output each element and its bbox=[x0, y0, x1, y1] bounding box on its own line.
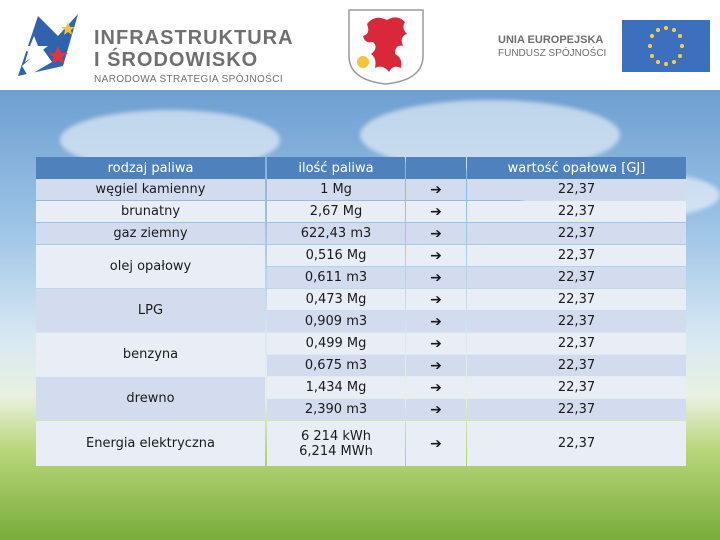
header-fuel-type: rodzaj paliwa bbox=[36, 157, 265, 179]
arrow-icon: ➔ bbox=[406, 311, 466, 332]
quantity-cell: 0,499 Mg bbox=[267, 333, 405, 354]
fuel-type-cell: węgiel kamienny bbox=[36, 179, 265, 200]
griffin-crest bbox=[345, 6, 427, 86]
calorific-value-cell: 22,37 bbox=[467, 355, 686, 376]
quantity-cell: 2,390 m3 bbox=[267, 399, 405, 420]
calorific-value-cell: 22,37 bbox=[467, 289, 686, 310]
infrastruktura-logo bbox=[8, 6, 298, 86]
eu-logo bbox=[496, 20, 720, 80]
quantity-cell: 0,473 Mg bbox=[267, 289, 405, 310]
fuel-type-cell: Energia elektryczna bbox=[36, 421, 265, 466]
arrow-icon: ➔ bbox=[406, 245, 466, 266]
quantity-cell: 0,675 m3 bbox=[267, 355, 405, 376]
header-calorific-value: wartość opałowa [GJ] bbox=[467, 157, 686, 179]
quantity-cell: 622,43 m3 bbox=[267, 223, 405, 244]
fuel-table bbox=[36, 157, 686, 467]
calorific-value-cell: 22,37 bbox=[467, 267, 686, 288]
eu-line-2: FUNDUSZ SPÓJNOŚCI bbox=[498, 48, 607, 59]
quantity-cell: 1,434 Mg bbox=[267, 377, 405, 398]
calorific-value-cell: 22,37 bbox=[467, 377, 686, 398]
calorific-value-cell: 22,37 bbox=[467, 311, 686, 332]
fuel-type-cell: drewno bbox=[36, 377, 265, 420]
header-quantity: ilość paliwa bbox=[267, 157, 405, 179]
arrow-icon: ➔ bbox=[406, 201, 466, 222]
fuel-type-cell: gaz ziemny bbox=[36, 223, 265, 244]
arrow-icon: ➔ bbox=[406, 421, 466, 466]
logo-line-3: NARODOWA STRATEGIA SPÓJNOŚCI bbox=[94, 74, 284, 85]
logo-stars-icon bbox=[8, 6, 88, 82]
quantity-cell: 2,67 Mg bbox=[267, 201, 405, 222]
quantity-cell: 0,909 m3 bbox=[267, 311, 405, 332]
logo-line-2: I ŚRODOWISKO bbox=[94, 49, 259, 71]
arrow-icon: ➔ bbox=[406, 179, 466, 200]
fuel-type-cell: benzyna bbox=[36, 333, 265, 376]
quantity-cell: 0,611 m3 bbox=[267, 267, 405, 288]
quantity-cell: 1 Mg bbox=[267, 179, 405, 200]
arrow-icon: ➔ bbox=[406, 399, 466, 420]
calorific-value-cell: 22,37 bbox=[467, 421, 686, 466]
calorific-value-cell: 22,37 bbox=[467, 179, 686, 200]
arrow-icon: ➔ bbox=[406, 377, 466, 398]
arrow-icon: ➔ bbox=[406, 223, 466, 244]
arrow-icon: ➔ bbox=[406, 289, 466, 310]
calorific-value-cell: 22,37 bbox=[467, 223, 686, 244]
calorific-value-cell: 22,37 bbox=[467, 333, 686, 354]
calorific-value-cell: 22,37 bbox=[467, 399, 686, 420]
calorific-value-cell: 22,37 bbox=[467, 245, 686, 266]
eu-flag-icon bbox=[622, 20, 710, 72]
header-arrow bbox=[406, 157, 466, 179]
griffin-crest-icon bbox=[345, 6, 427, 86]
quantity-cell: 0,516 Mg bbox=[267, 245, 405, 266]
arrow-icon: ➔ bbox=[406, 333, 466, 354]
slide-header bbox=[0, 0, 720, 90]
fuel-type-cell: LPG bbox=[36, 289, 265, 332]
fuel-type-cell: brunatny bbox=[36, 201, 265, 222]
logo-line-1: INFRASTRUKTURA bbox=[94, 27, 294, 49]
eu-line-1: UNIA EUROPEJSKA bbox=[498, 34, 604, 46]
fuel-type-cell: olej opałowy bbox=[36, 245, 265, 288]
quantity-cell: 6 214 kWh 6,214 MWh bbox=[267, 421, 405, 466]
calorific-value-cell: 22,37 bbox=[467, 201, 686, 222]
arrow-icon: ➔ bbox=[406, 355, 466, 376]
arrow-icon: ➔ bbox=[406, 267, 466, 288]
